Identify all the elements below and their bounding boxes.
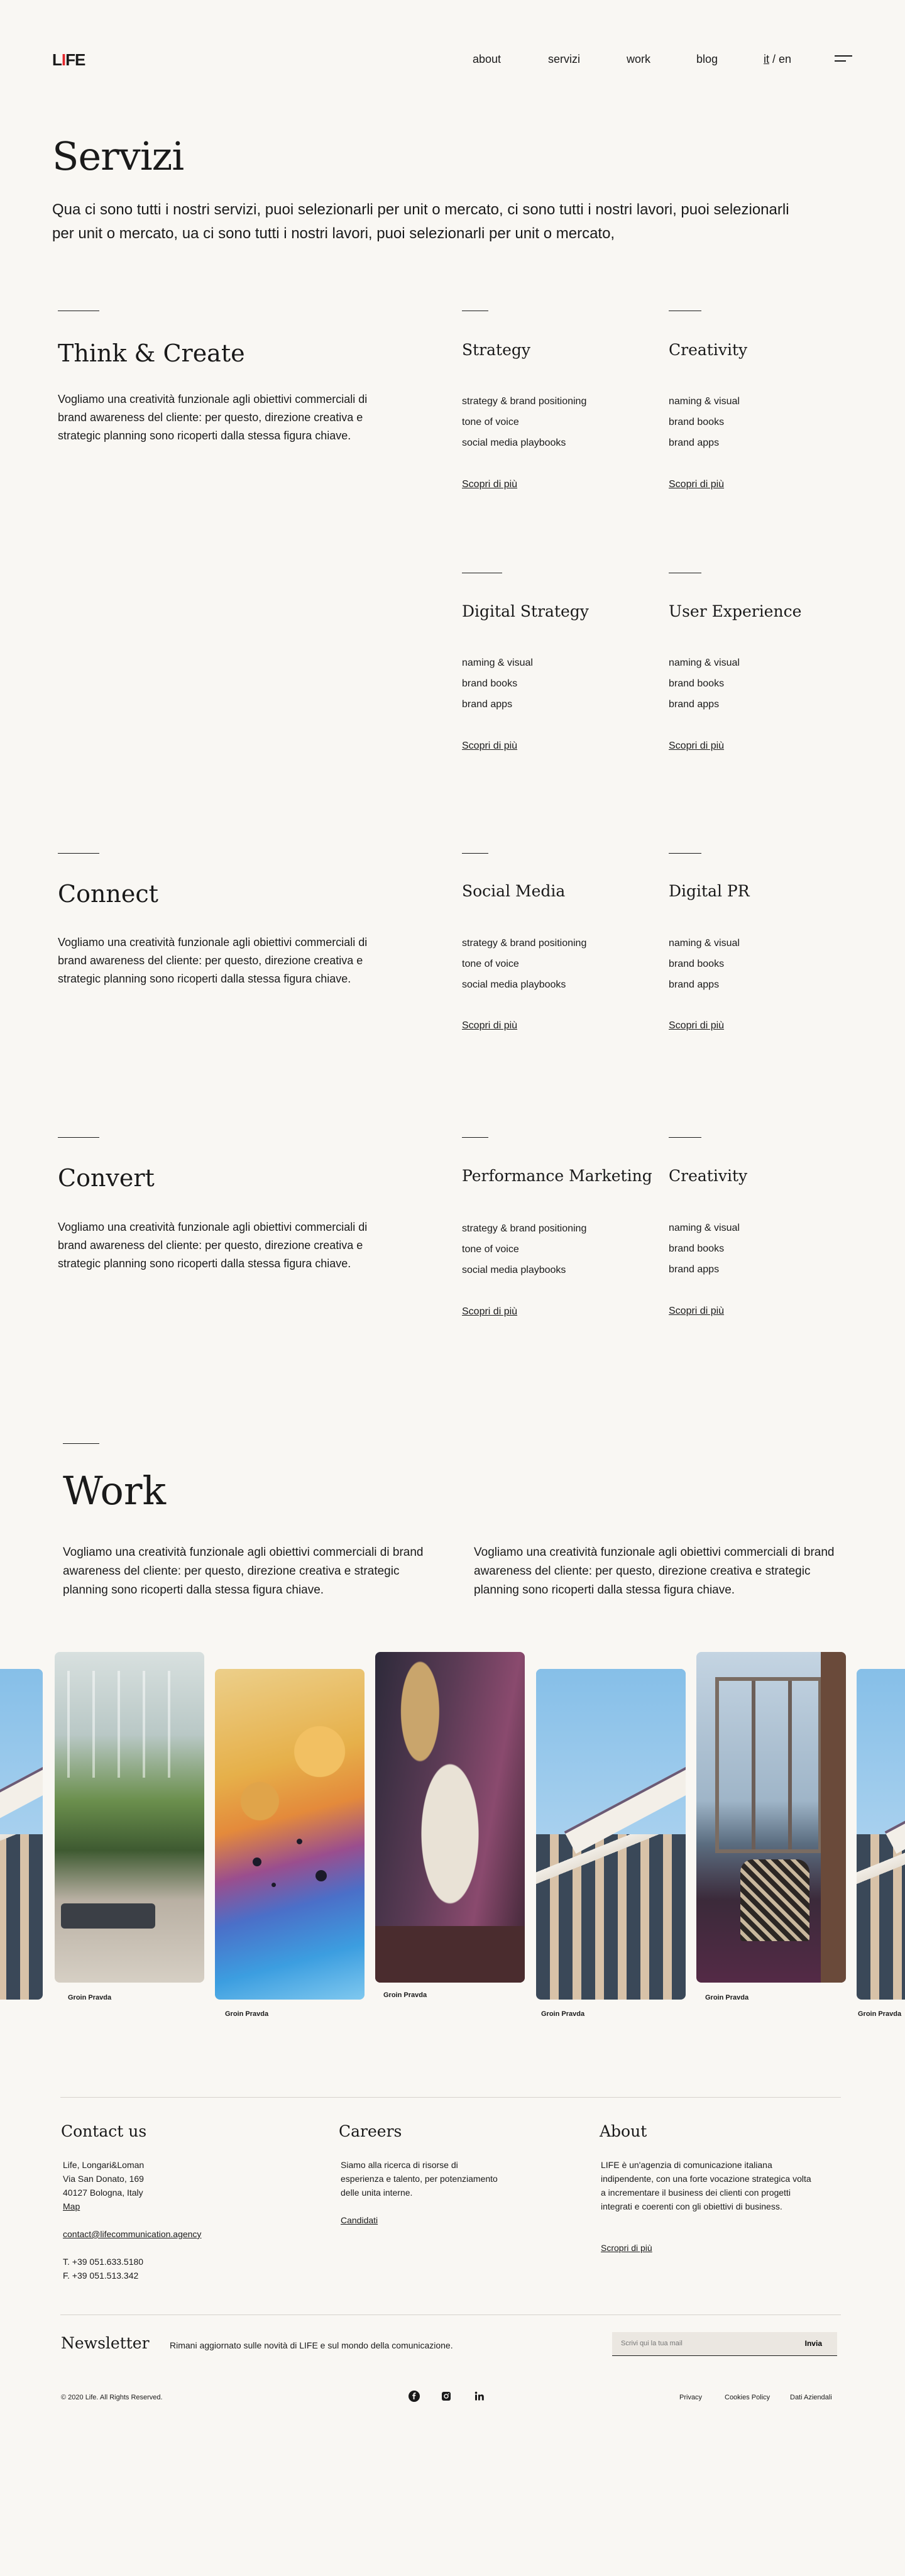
contact-address — [63, 2158, 144, 2213]
dati-aziendali-link[interactable]: Dati Aziendali — [790, 2394, 832, 2401]
work-card-label: Groin Pravda — [68, 1994, 112, 2001]
service-item: naming & visual — [669, 658, 740, 668]
service-title: Performance Marketing — [462, 1167, 652, 1185]
group-description: Vogliamo una creatività funzionale agli obiettivi commerciali di brand awareness del cliente: per questo, direzione creativa e strategic planning sono ricoperti dalla stessa figura chiave. — [58, 1221, 368, 1270]
newsletter-form — [612, 2332, 837, 2356]
service-items — [462, 1218, 586, 1280]
service-items — [669, 1218, 740, 1280]
service-item: strategy & brand positioning — [462, 396, 587, 407]
phone-number: T. +39 051.633.5180 — [63, 2257, 144, 2267]
logo-mark: I — [61, 50, 66, 69]
group-description: Vogliamo una creatività funzionale agli obiettivi commerciali di brand awareness del cliente: per questo, direzione creativa e strategic planning sono ricoperti dalla stessa figura chiave. — [58, 936, 368, 985]
work-card[interactable] — [696, 1652, 846, 1983]
lang-it[interactable]: it — [764, 53, 769, 65]
work-card-label: Groin Pravda — [541, 2010, 585, 2018]
scopri-link[interactable]: Scopri di più — [669, 1306, 725, 1316]
service-item: tone of voice — [462, 1244, 519, 1255]
scopri-link[interactable]: Scopri di più — [462, 479, 518, 490]
servizi-intro: Qua ci sono tutti i nostri servizi, puoi selezionarli per unit o mercato, ci sono tutti i nostri lavori, puoi selezionarli per unit o mercato, ua ci sono tutti i nostri lavori, puoi selezionarli per unit o mercato, — [52, 201, 789, 242]
contact-title: Contact us — [61, 2122, 147, 2140]
lang-separator: / — [769, 53, 779, 65]
service-item: brand apps — [669, 699, 720, 710]
service-item: brand apps — [462, 699, 513, 710]
service-title: Creativity — [669, 341, 748, 359]
work-card-label: Groin Pravda — [858, 2010, 902, 2018]
work-card[interactable] — [55, 1652, 204, 1983]
divider — [58, 853, 99, 854]
service-item: brand apps — [669, 438, 720, 448]
nav-about[interactable]: about — [473, 53, 502, 65]
about-text: LIFE è un'agenzia di comunicazione italiana indipendente, con una forte vocazione strategica volta a incrementare il business dei clienti con progetti integrati e coerenti con gli obiettivi di business. — [601, 2160, 811, 2211]
work-card-label: Groin Pravda — [383, 1991, 427, 1999]
service-items — [462, 933, 586, 995]
facebook-icon[interactable] — [409, 2391, 420, 2402]
divider — [462, 1137, 488, 1138]
service-item: brand apps — [669, 1264, 720, 1275]
privacy-link[interactable]: Privacy — [679, 2394, 703, 2401]
scopri-link[interactable]: Scopri di più — [669, 740, 725, 751]
service-item: tone of voice — [462, 959, 519, 969]
map-link[interactable]: Map — [63, 2201, 80, 2211]
service-item: brand books — [669, 1243, 725, 1254]
careers-title: Careers — [339, 2122, 402, 2140]
service-item: tone of voice — [462, 417, 519, 427]
logo[interactable] — [52, 50, 85, 70]
fax-number: F. +39 051.513.342 — [63, 2271, 139, 2281]
work-card[interactable] — [536, 1669, 686, 2000]
lang-en[interactable]: en — [779, 53, 792, 65]
service-item: brand apps — [669, 979, 720, 990]
language-switcher — [764, 53, 791, 66]
work-card[interactable] — [857, 1669, 905, 2000]
work-title: Work — [63, 1468, 167, 1514]
scopri-link[interactable]: Scopri di più — [669, 479, 725, 490]
service-items — [462, 652, 533, 715]
address-line: 40127 Bologna, Italy — [63, 2188, 143, 2198]
newsletter-text: Rimani aggiornato sulle novità di LIFE e sul mondo della comunicazione. — [170, 2340, 453, 2350]
divider — [462, 853, 488, 854]
service-item: brand books — [669, 417, 725, 427]
nav-work[interactable]: work — [627, 53, 651, 65]
logo-prefix: L — [52, 50, 62, 69]
service-title: Digital Strategy — [462, 602, 589, 620]
contact-email-link[interactable]: contact@lifecommunication.agency — [63, 2229, 202, 2239]
scopri-link[interactable]: Scopri di più — [462, 740, 518, 751]
group-description: Vogliamo una creatività funzionale agli obiettivi commerciali di brand awareness del cliente: per questo, direzione creativa e strategic planning sono ricoperti dalla stessa figura chiave. — [58, 393, 368, 442]
group-title: Connect — [58, 880, 158, 908]
service-item: naming & visual — [669, 396, 740, 407]
newsletter-email-input[interactable] — [621, 2340, 784, 2347]
contact-phones — [63, 2255, 143, 2282]
service-title: Strategy — [462, 341, 530, 359]
service-title: Creativity — [669, 1167, 748, 1185]
logo-suffix: FE — [65, 50, 85, 69]
work-description-right: Vogliamo una creatività funzionale agli obiettivi commerciali di brand awareness del cliente: per questo, direzione creativa e strategic planning sono ricoperti dalla stessa figura chiave. — [474, 1546, 835, 1597]
newsletter-submit-button[interactable]: Invia — [804, 2339, 822, 2348]
work-card[interactable] — [215, 1669, 365, 2000]
service-title: Social Media — [462, 882, 566, 900]
page-title: Servizi — [52, 133, 184, 179]
service-items — [669, 391, 740, 453]
work-card-label: Groin Pravda — [225, 2010, 269, 2018]
service-item: strategy & brand positioning — [462, 938, 587, 949]
divider — [669, 853, 701, 854]
service-title: User Experience — [669, 602, 802, 620]
instagram-icon[interactable] — [441, 2391, 452, 2402]
service-item: brand books — [669, 959, 725, 969]
linkedin-icon[interactable] — [474, 2391, 485, 2402]
hamburger-menu-icon[interactable] — [835, 55, 852, 64]
divider — [63, 1443, 99, 1444]
cookies-policy-link[interactable]: Cookies Policy — [725, 2394, 771, 2401]
service-item: naming & visual — [669, 938, 740, 949]
scopri-link[interactable]: Scopri di più — [669, 1020, 725, 1031]
service-title: Digital PR — [669, 882, 750, 900]
service-item: brand books — [462, 678, 518, 689]
newsletter-title: Newsletter — [61, 2334, 150, 2352]
service-items — [669, 933, 740, 995]
footer-divider — [60, 2097, 841, 2098]
work-card[interactable] — [375, 1652, 525, 1983]
service-item: naming & visual — [462, 658, 533, 668]
site-header — [0, 0, 905, 119]
about-scopri-link[interactable]: Scropri di più — [601, 2243, 652, 2253]
service-item: social media playbooks — [462, 438, 566, 448]
service-item: naming & visual — [669, 1223, 740, 1233]
address-line: Life, Longari&Loman — [63, 2160, 145, 2170]
service-item: social media playbooks — [462, 1265, 566, 1275]
group-title: Think & Create — [58, 339, 245, 367]
address-line: Via San Donato, 169 — [63, 2174, 144, 2184]
about-title: About — [600, 2122, 647, 2140]
service-item: brand books — [669, 678, 725, 689]
divider — [58, 1137, 99, 1138]
nav-servizi[interactable]: servizi — [548, 53, 581, 65]
nav-blog[interactable]: blog — [696, 53, 718, 65]
scopri-link[interactable]: Scopri di più — [462, 1020, 518, 1031]
service-item: strategy & brand positioning — [462, 1223, 587, 1234]
work-description-left: Vogliamo una creatività funzionale agli obiettivi commerciali di brand awareness del cliente: per questo, direzione creativa e strategic planning sono ricoperti dalla stessa figura chiave. — [63, 1546, 424, 1597]
scopri-link[interactable]: Scopri di più — [462, 1306, 518, 1317]
service-items — [462, 391, 586, 453]
divider — [669, 1137, 701, 1138]
careers-text: Siamo alla ricerca di risorse di esperienza e talento, per potenziamento delle unita interne. — [341, 2160, 498, 2198]
service-item: social media playbooks — [462, 979, 566, 990]
copyright: © 2020 Life. All Rights Reserved. — [61, 2394, 163, 2401]
candidati-link[interactable]: Candidati — [341, 2215, 378, 2225]
work-card[interactable] — [0, 1669, 43, 2000]
group-title: Convert — [58, 1164, 155, 1192]
service-items — [669, 652, 740, 715]
work-card-label: Groin Pravda — [705, 1994, 749, 2001]
